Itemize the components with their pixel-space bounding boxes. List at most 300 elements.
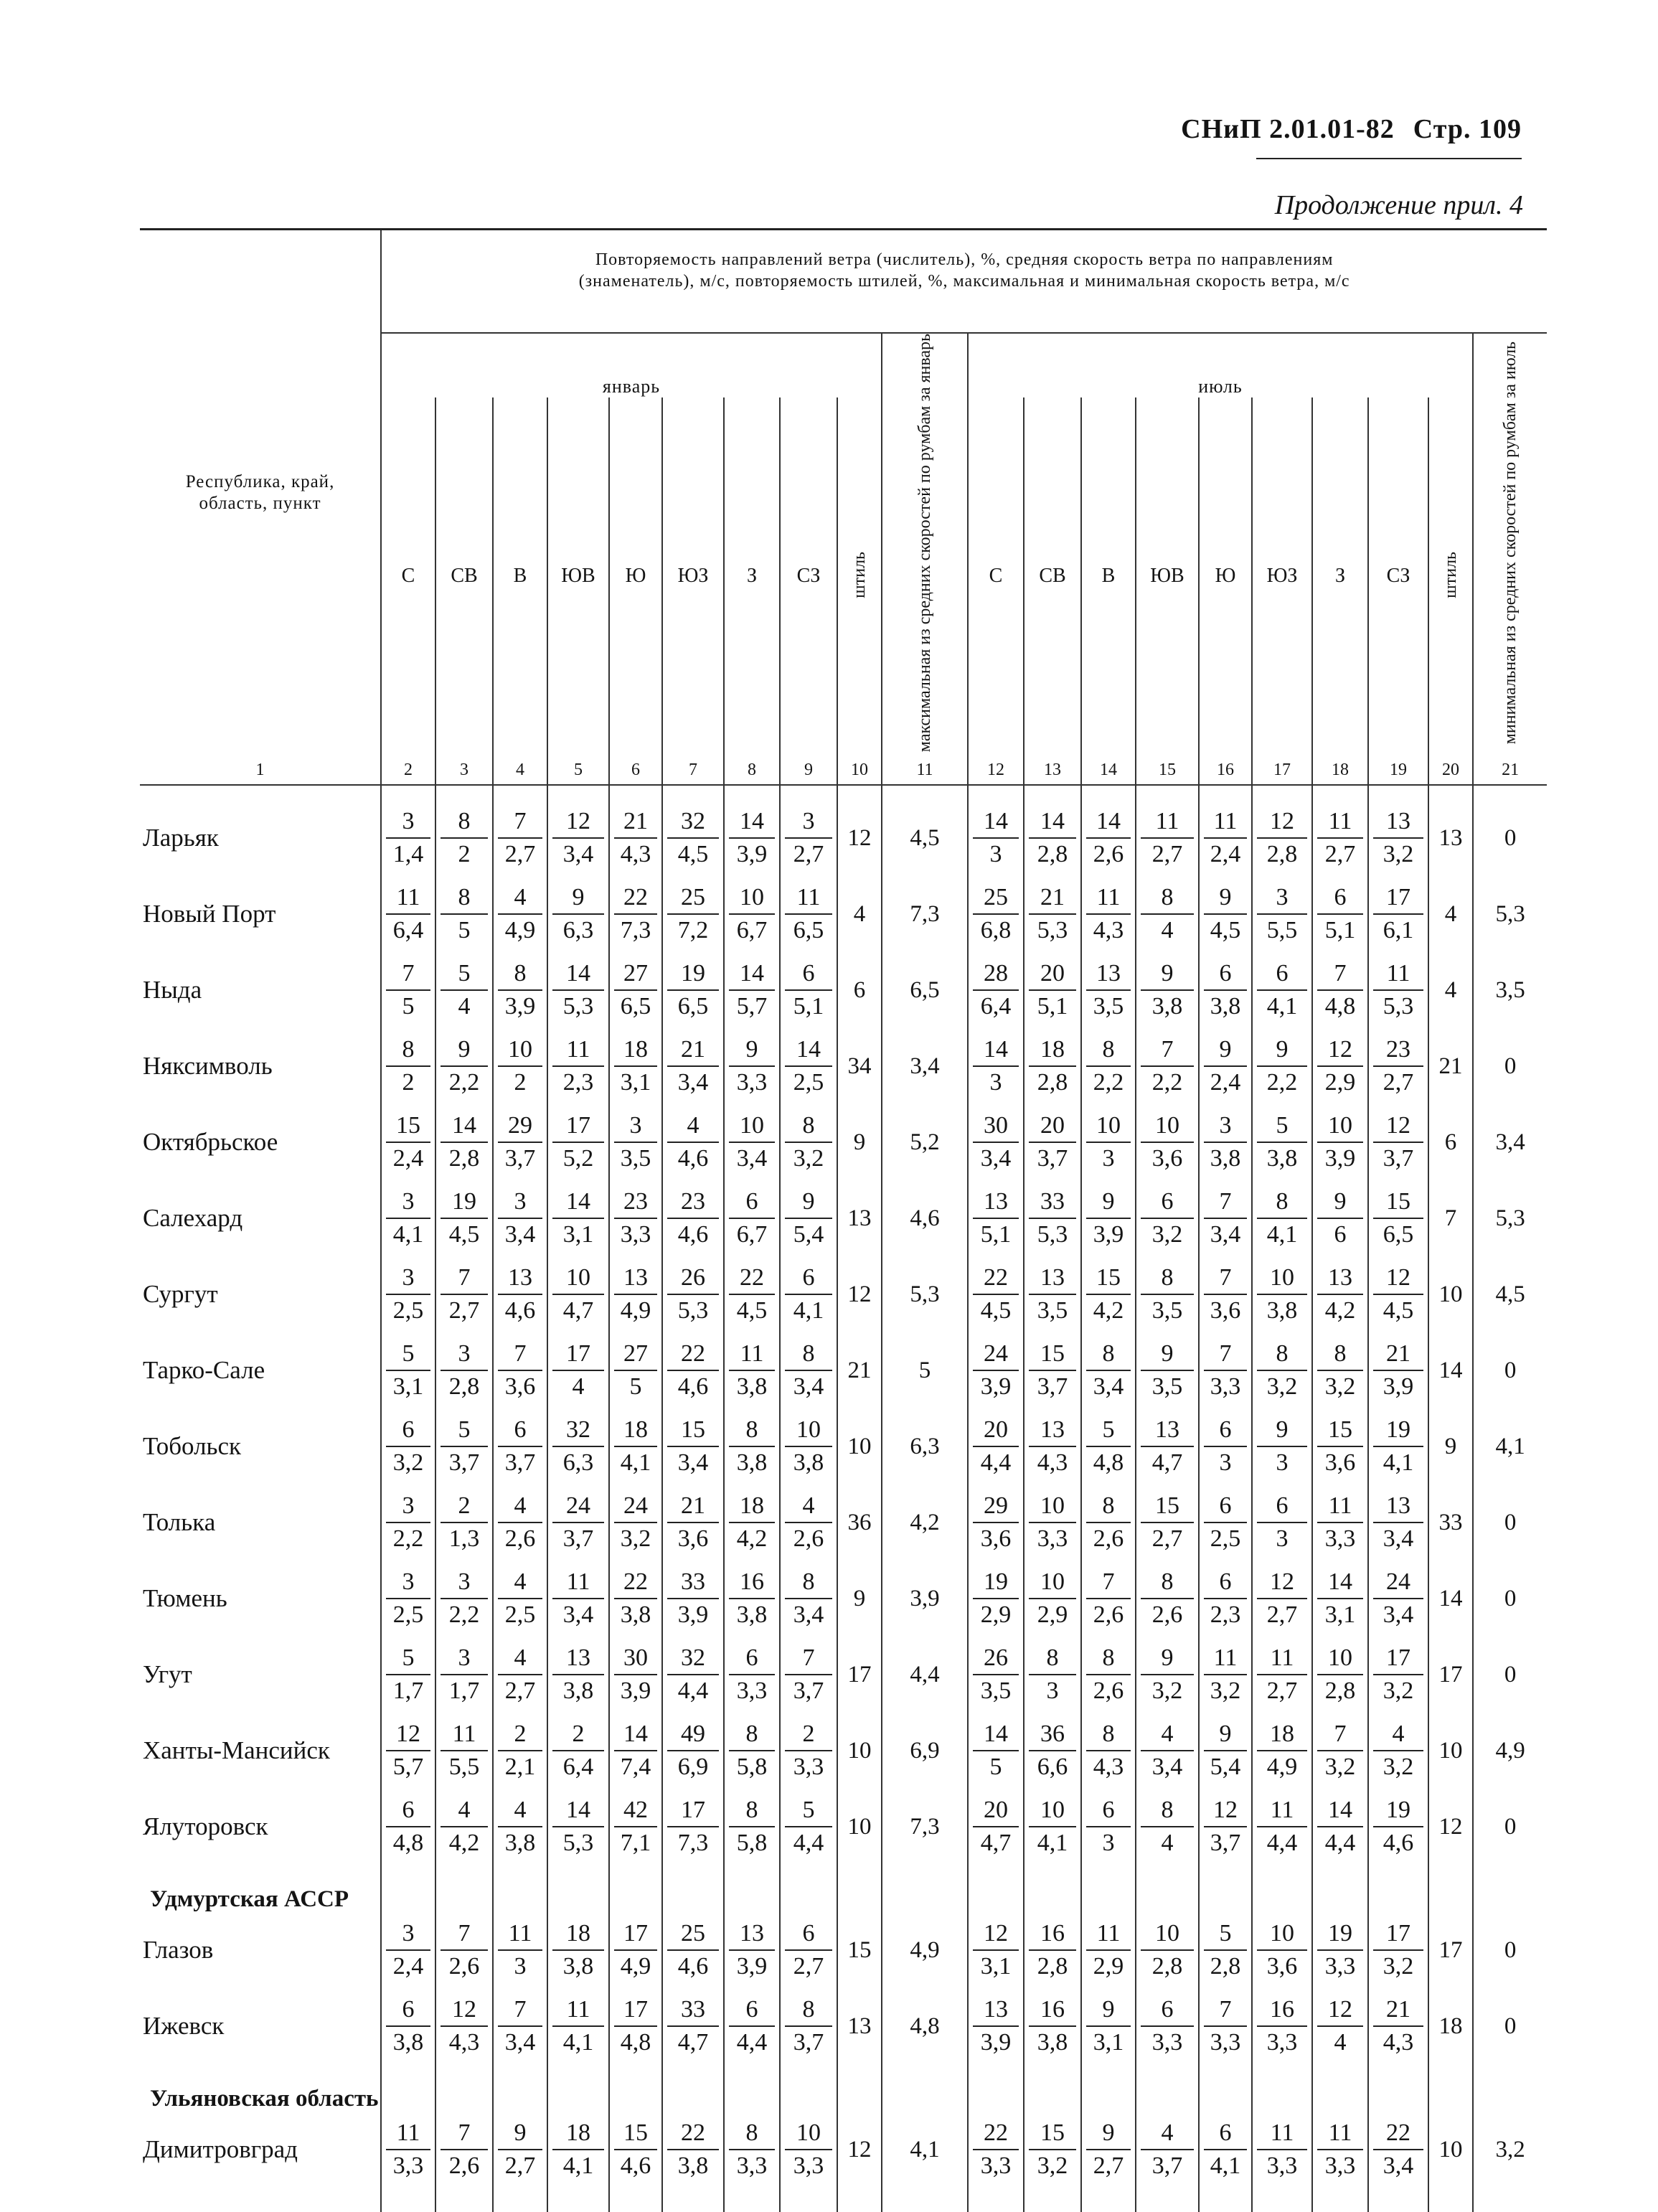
- table-row: [140, 1912, 1547, 1988]
- frequency-value: 15: [681, 1416, 705, 1444]
- speed-value: 2,6: [785, 1522, 832, 1555]
- column-number: 17: [1252, 756, 1312, 785]
- frequency-value: 9: [802, 1188, 815, 1215]
- speed-value: 3,9: [498, 989, 542, 1022]
- frequency-speed-cell-jul: [1081, 1408, 1136, 1484]
- speed-value: 4,1: [1029, 1826, 1076, 1859]
- min-speed-value: 4,1: [1473, 1408, 1547, 1484]
- direction-header-jan-3: В: [493, 397, 547, 756]
- frequency-speed-cell-jan: [780, 800, 837, 876]
- frequency-speed-cell-jan: [493, 2112, 547, 2188]
- speed-value: 4,9: [1257, 1750, 1307, 1783]
- frequency-speed-cell-jan: [381, 876, 435, 952]
- frequency-speed-cell-jan: [381, 1256, 435, 1332]
- speed-value: 4,9: [498, 913, 542, 946]
- min-speed-value: 0: [1473, 1637, 1547, 1713]
- direction-header-jan-8: СЗ: [780, 397, 837, 756]
- speed-value: 2,6: [1086, 1674, 1131, 1707]
- speed-value: 3,3: [1141, 2025, 1194, 2058]
- speed-value: 2,5: [386, 1598, 430, 1631]
- frequency-speed-cell-jul: [968, 1028, 1024, 1104]
- speed-value: 4,3: [1373, 2025, 1423, 2058]
- frequency-speed-cell-jul: [1252, 1180, 1312, 1256]
- speed-value: 3,2: [614, 1522, 657, 1555]
- speed-value: 3,4: [785, 1598, 832, 1631]
- frequency-speed-cell-jul: [1312, 2112, 1368, 2188]
- frequency-speed-cell-jul: [1312, 1104, 1368, 1180]
- frequency-speed-cell-jul: [1252, 1912, 1312, 1988]
- speed-value: 3,8: [785, 1446, 832, 1479]
- speed-value: 2,7: [1317, 837, 1363, 870]
- frequency-value: 4: [514, 1797, 527, 1824]
- frequency-value: 5: [458, 1416, 471, 1444]
- empty-cell: [493, 2064, 547, 2112]
- speed-value: 2,7: [1141, 837, 1194, 870]
- speed-value: 3,4: [552, 1598, 604, 1631]
- speed-value: 4,5: [667, 837, 719, 870]
- frequency-speed-cell-jan: [547, 1408, 609, 1484]
- frequency-speed-cell-jul: [1368, 1256, 1428, 1332]
- frequency-value: 11: [1386, 960, 1410, 987]
- frequency-value: 2: [514, 1721, 527, 1748]
- table-row: [140, 1408, 1547, 1484]
- frequency-speed-cell-jul: [1368, 1561, 1428, 1637]
- speed-value: 2,8: [1029, 837, 1076, 870]
- speed-value: 4,2: [441, 1826, 488, 1859]
- frequency-speed-cell-jul: [1199, 1028, 1252, 1104]
- frequency-speed-cell-jul: [1312, 1789, 1368, 1865]
- frequency-speed-cell-jan: [381, 1988, 435, 2064]
- max-speed-value: 4,4: [882, 1637, 968, 1713]
- speed-value: 5,4: [1204, 1750, 1247, 1783]
- speed-value: 4,2: [729, 1522, 775, 1555]
- speed-value: 1,4: [386, 837, 430, 870]
- frequency-speed-cell-jan: [609, 952, 662, 1028]
- frequency-value: 5: [1102, 1416, 1115, 1444]
- frequency-speed-cell-jan: [609, 1713, 662, 1789]
- frequency-value: 26: [681, 1264, 705, 1291]
- frequency-speed-cell-jan: [724, 1637, 780, 1713]
- speed-value: 3,2: [386, 1446, 430, 1479]
- frequency-value: 8: [745, 1721, 758, 1748]
- speed-value: 4,6: [498, 1294, 542, 1327]
- frequency-value: 15: [1040, 2119, 1065, 2147]
- empty-cell: [837, 1865, 882, 1912]
- speed-value: 3,1: [973, 1949, 1019, 1982]
- frequency-speed-cell-jan: [547, 1484, 609, 1561]
- frequency-value: 4: [458, 1797, 471, 1824]
- frequency-value: 10: [508, 1036, 532, 1063]
- speed-value: 3,2: [1257, 1370, 1307, 1403]
- frequency-value: 3: [402, 1920, 415, 1947]
- frequency-speed-cell-jan: [547, 1713, 609, 1789]
- frequency-speed-cell-jul: [968, 1484, 1024, 1561]
- frequency-speed-cell-jul: [1252, 1789, 1312, 1865]
- speed-value: 3,3: [785, 2149, 832, 2182]
- calm-frequency-jan: 9: [837, 1104, 882, 1180]
- min-speed-value: 0: [1473, 1028, 1547, 1104]
- speed-value: 6,7: [729, 1218, 775, 1251]
- speed-value: 2,5: [386, 1294, 430, 1327]
- frequency-speed-cell-jan: [662, 1713, 724, 1789]
- frequency-value: 13: [1386, 1492, 1410, 1520]
- frequency-speed-cell-jan: [547, 1104, 609, 1180]
- frequency-speed-cell-jul: [1368, 1028, 1428, 1104]
- empty-cell: [1473, 1865, 1547, 1912]
- frequency-speed-cell-jul: [1312, 1180, 1368, 1256]
- speed-value: 3: [1086, 1826, 1131, 1859]
- speed-value: 4,2: [1317, 1294, 1363, 1327]
- calm-frequency-jul: 4: [1428, 952, 1473, 1028]
- spacer-cell: [968, 785, 1024, 800]
- frequency-speed-cell-jan: [662, 876, 724, 952]
- frequency-value: 6: [745, 1996, 758, 2023]
- speed-value: 3,3: [614, 1218, 657, 1251]
- speed-value: 4,6: [667, 1218, 719, 1251]
- column-number: 13: [1024, 756, 1081, 785]
- frequency-value: 22: [681, 2119, 705, 2147]
- speed-value: 3,8: [1141, 989, 1194, 1022]
- frequency-speed-cell-jul: [968, 1408, 1024, 1484]
- frequency-speed-cell-jul: [1081, 800, 1136, 876]
- frequency-value: 6: [1161, 1188, 1174, 1215]
- calm-frequency-jul: 7: [1428, 1180, 1473, 1256]
- speed-value: 2,8: [1257, 837, 1307, 870]
- spacer-cell: [381, 2188, 435, 2212]
- speed-value: 2,7: [785, 837, 832, 870]
- frequency-value: 9: [1161, 1644, 1174, 1672]
- speed-value: 3,3: [1317, 2149, 1363, 2182]
- column-number: 18: [1312, 756, 1368, 785]
- frequency-value: 6: [402, 1996, 415, 2023]
- frequency-speed-cell-jan: [662, 1104, 724, 1180]
- speed-value: 3,7: [552, 1522, 604, 1555]
- calm-header-jan: [837, 397, 882, 756]
- frequency-value: 11: [1328, 2119, 1352, 2147]
- speed-value: 2,7: [1257, 1598, 1307, 1631]
- frequency-speed-cell-jul: [1081, 1180, 1136, 1256]
- frequency-value: 7: [458, 1264, 471, 1291]
- frequency-value: 19: [681, 960, 705, 987]
- table-row: [140, 876, 1547, 952]
- column-number: 1: [255, 760, 265, 779]
- frequency-value: 10: [1040, 1568, 1065, 1596]
- frequency-speed-cell-jul: [1081, 1256, 1136, 1332]
- frequency-value: 36: [1040, 1721, 1065, 1748]
- speed-value: 2,2: [1257, 1065, 1307, 1098]
- frequency-value: 4: [514, 1644, 527, 1672]
- speed-value: 5: [441, 913, 488, 946]
- frequency-value: 7: [1219, 1340, 1232, 1368]
- speed-value: 2,8: [1141, 1949, 1194, 1982]
- frequency-value: 32: [681, 808, 705, 835]
- frequency-speed-cell-jan: [662, 1180, 724, 1256]
- frequency-value: 23: [681, 1188, 705, 1215]
- speed-value: 3,2: [1373, 837, 1423, 870]
- frequency-value: 3: [458, 1340, 471, 1368]
- speed-value: 6,4: [973, 989, 1019, 1022]
- city-name: Ижевск: [143, 2012, 225, 2041]
- frequency-value: 10: [796, 2119, 821, 2147]
- frequency-value: 27: [623, 1340, 648, 1368]
- frequency-speed-cell-jul: [1252, 800, 1312, 876]
- frequency-speed-cell-jul: [1024, 1180, 1081, 1256]
- calm-frequency-jan: 36: [837, 1484, 882, 1561]
- speed-value: 6,6: [1029, 1750, 1076, 1783]
- frequency-value: 14: [623, 1721, 648, 1748]
- table-row: [140, 1561, 1547, 1637]
- frequency-speed-cell-jul: [1199, 800, 1252, 876]
- table-row: [140, 1028, 1547, 1104]
- frequency-speed-cell-jan: [609, 1256, 662, 1332]
- empty-cell: [662, 1865, 724, 1912]
- spacer-cell: [1199, 785, 1252, 800]
- speed-value: 3,6: [1141, 1142, 1194, 1175]
- frequency-value: 9: [514, 2119, 527, 2147]
- empty-cell: [1428, 2064, 1473, 2112]
- frequency-speed-cell-jan: [493, 1789, 547, 1865]
- speed-value: 3,8: [729, 1598, 775, 1631]
- speed-value: 3,4: [973, 1142, 1019, 1175]
- speed-value: 2,5: [1204, 1522, 1247, 1555]
- speed-value: 3,4: [1373, 1522, 1423, 1555]
- column-number: 2: [381, 756, 435, 785]
- speed-value: 3,6: [1204, 1294, 1247, 1327]
- frequency-value: 6: [1219, 1416, 1232, 1444]
- empty-cell: [724, 2064, 780, 2112]
- min-speed-value: 5,3: [1473, 1180, 1547, 1256]
- frequency-speed-cell-jan: [609, 800, 662, 876]
- frequency-speed-cell-jul: [1199, 1104, 1252, 1180]
- frequency-speed-cell-jan: [724, 876, 780, 952]
- spacer-cell: [882, 2188, 968, 2212]
- speed-value: 2,6: [1141, 1598, 1194, 1631]
- frequency-value: 9: [1219, 1036, 1232, 1063]
- frequency-value: 12: [1328, 1036, 1352, 1063]
- column-number: 6: [609, 756, 662, 785]
- city-name: Димитровград: [143, 2135, 298, 2164]
- speed-value: 4,1: [552, 2149, 604, 2182]
- frequency-value: 28: [984, 960, 1008, 987]
- frequency-value: 19: [1328, 1920, 1352, 1947]
- speed-value: 5,2: [552, 1142, 604, 1175]
- frequency-value: 20: [984, 1797, 1008, 1824]
- speed-value: 5,8: [729, 1750, 775, 1783]
- frequency-speed-cell-jul: [1081, 876, 1136, 952]
- speed-value: 3,4: [785, 1370, 832, 1403]
- frequency-value: 18: [623, 1416, 648, 1444]
- speed-value: 6: [1317, 1218, 1363, 1251]
- speed-value: 3,8: [552, 1949, 604, 1982]
- frequency-value: 13: [623, 1264, 648, 1291]
- frequency-value: 15: [1155, 1492, 1179, 1520]
- frequency-speed-cell-jan: [493, 1912, 547, 1988]
- speed-value: 3,7: [1141, 2149, 1194, 2182]
- frequency-speed-cell-jan: [724, 952, 780, 1028]
- frequency-speed-cell-jul: [1136, 1637, 1199, 1713]
- spacer-cell: [882, 785, 968, 800]
- frequency-speed-cell-jul: [1368, 1637, 1428, 1713]
- spacer-cell: [780, 785, 837, 800]
- speed-value: 2,6: [441, 2149, 488, 2182]
- frequency-speed-cell-jan: [493, 1637, 547, 1713]
- speed-value: 4,7: [973, 1826, 1019, 1859]
- speed-value: 6,8: [973, 913, 1019, 946]
- frequency-value: 13: [984, 1996, 1008, 2023]
- frequency-value: 11: [1096, 1920, 1121, 1947]
- frequency-value: 11: [566, 1036, 590, 1063]
- frequency-value: 11: [396, 884, 420, 911]
- frequency-speed-cell-jan: [381, 1789, 435, 1865]
- min-speed-value: 4,9: [1473, 1713, 1547, 1789]
- frequency-speed-cell-jul: [1081, 1332, 1136, 1408]
- frequency-speed-cell-jul: [1312, 1713, 1368, 1789]
- calm-frequency-jul: 14: [1428, 1332, 1473, 1408]
- speed-value: 3,5: [1086, 989, 1131, 1022]
- min-speed-value: 0: [1473, 1912, 1547, 1988]
- speed-value: 4: [1317, 2025, 1363, 2058]
- spacer-cell: [435, 785, 493, 800]
- frequency-speed-cell-jan: [724, 1028, 780, 1104]
- spacer-cell: [837, 2188, 882, 2212]
- speed-value: 3,1: [614, 1065, 657, 1098]
- speed-value: 2,7: [498, 837, 542, 870]
- frequency-value: 14: [1096, 808, 1121, 835]
- speed-value: 2,4: [1204, 1065, 1247, 1098]
- frequency-speed-cell-jul: [1024, 1789, 1081, 1865]
- frequency-speed-cell-jul: [1368, 1912, 1428, 1988]
- speed-value: 4,7: [1141, 1446, 1194, 1479]
- frequency-speed-cell-jan: [493, 1408, 547, 1484]
- calm-frequency-jan: 10: [837, 1713, 882, 1789]
- empty-cell: [547, 2064, 609, 2112]
- empty-cell: [1024, 1865, 1081, 1912]
- frequency-value: 19: [452, 1188, 476, 1215]
- frequency-value: 20: [1040, 960, 1065, 987]
- speed-value: 4,9: [614, 1294, 657, 1327]
- speed-value: 4,1: [386, 1218, 430, 1251]
- frequency-speed-cell-jul: [1136, 1104, 1199, 1180]
- frequency-value: 8: [1276, 1188, 1289, 1215]
- frequency-speed-cell-jan: [547, 2112, 609, 2188]
- speed-value: 2: [498, 1065, 542, 1098]
- speed-value: 3,9: [729, 837, 775, 870]
- city-name: Глазов: [143, 1936, 214, 1964]
- speed-value: 3,3: [1317, 1522, 1363, 1555]
- frequency-speed-cell-jul: [1312, 1912, 1368, 1988]
- frequency-speed-cell-jul: [1199, 1637, 1252, 1713]
- empty-cell: [1024, 2064, 1081, 2112]
- frequency-value: 17: [1386, 884, 1410, 911]
- max-speed-value: 6,9: [882, 1713, 968, 1789]
- frequency-value: 3: [402, 1568, 415, 1596]
- frequency-value: 3: [402, 1264, 415, 1291]
- frequency-speed-cell-jul: [1081, 1484, 1136, 1561]
- section-row: [140, 1865, 1547, 1912]
- frequency-value: 21: [623, 808, 648, 835]
- frequency-value: 10: [1155, 1112, 1179, 1139]
- column-number: 20: [1428, 756, 1473, 785]
- frequency-value: 33: [681, 1568, 705, 1596]
- frequency-value: 13: [1386, 808, 1410, 835]
- frequency-value: 8: [1161, 1264, 1174, 1291]
- empty-cell: [882, 1865, 968, 1912]
- wind-data-table: [140, 228, 1547, 2212]
- calm-frequency-jul: 17: [1428, 1637, 1473, 1713]
- speed-value: 6,4: [552, 1750, 604, 1783]
- speed-value: 2,5: [785, 1065, 832, 1098]
- frequency-speed-cell-jul: [1136, 1988, 1199, 2064]
- calm-frequency-jan: 4: [837, 876, 882, 952]
- speed-value: 4: [1141, 1826, 1194, 1859]
- frequency-value: 12: [452, 1996, 476, 2023]
- speed-value: 3,9: [973, 2025, 1019, 2058]
- frequency-speed-cell-jul: [968, 1256, 1024, 1332]
- frequency-value: 21: [1040, 884, 1065, 911]
- frequency-value: 6: [745, 1188, 758, 1215]
- table-row: [140, 1789, 1547, 1865]
- frequency-speed-cell-jan: [662, 1561, 724, 1637]
- spacer-cell: [1312, 785, 1368, 800]
- frequency-speed-cell-jul: [1081, 1561, 1136, 1637]
- frequency-speed-cell-jul: [1199, 1332, 1252, 1408]
- empty-cell: [1428, 1865, 1473, 1912]
- spacer-cell: [1081, 785, 1136, 800]
- max-speed-value: 5,2: [882, 1104, 968, 1180]
- frequency-speed-cell-jul: [968, 1988, 1024, 2064]
- speed-value: 4,1: [1257, 1218, 1307, 1251]
- speed-value: 3,3: [1257, 2025, 1307, 2058]
- empty-cell: [1473, 2064, 1547, 2112]
- frequency-value: 8: [514, 960, 527, 987]
- frequency-value: 14: [1328, 1568, 1352, 1596]
- speed-value: 4: [552, 1370, 604, 1403]
- frequency-value: 11: [1270, 1644, 1294, 1672]
- table-row: [140, 1180, 1547, 1256]
- speed-value: 3,8: [1257, 1294, 1307, 1327]
- calm-frequency-jan: 21: [837, 1332, 882, 1408]
- frequency-value: 11: [396, 2119, 420, 2147]
- speed-value: 3,5: [1141, 1294, 1194, 1327]
- frequency-speed-cell-jul: [1252, 1561, 1312, 1637]
- frequency-speed-cell-jan: [381, 1180, 435, 1256]
- speed-value: 6,3: [552, 913, 604, 946]
- frequency-value: 6: [1102, 1797, 1115, 1824]
- frequency-value: 18: [623, 1036, 648, 1063]
- frequency-speed-cell-jul: [1368, 1484, 1428, 1561]
- speed-value: 3,6: [973, 1522, 1019, 1555]
- frequency-speed-cell-jan: [662, 1789, 724, 1865]
- frequency-speed-cell-jul: [1081, 1637, 1136, 1713]
- frequency-value: 6: [402, 1416, 415, 1444]
- frequency-speed-cell-jan: [435, 1713, 493, 1789]
- min-speed-value: 4,5: [1473, 1256, 1547, 1332]
- frequency-speed-cell-jul: [1136, 952, 1199, 1028]
- frequency-value: 3: [458, 1568, 471, 1596]
- frequency-speed-cell-jul: [1368, 952, 1428, 1028]
- frequency-speed-cell-jul: [1199, 1789, 1252, 1865]
- speed-value: 2: [386, 1065, 430, 1098]
- calm-frequency-jul: 33: [1428, 1484, 1473, 1561]
- column-number: 4: [493, 756, 547, 785]
- frequency-speed-cell-jan: [724, 2112, 780, 2188]
- table-row: [140, 952, 1547, 1028]
- frequency-value: 11: [508, 1920, 532, 1947]
- frequency-speed-cell-jan: [724, 1561, 780, 1637]
- frequency-speed-cell-jul: [1024, 1484, 1081, 1561]
- max-speed-value: 3,9: [882, 1561, 968, 1637]
- spacer-cell: [1368, 2188, 1428, 2212]
